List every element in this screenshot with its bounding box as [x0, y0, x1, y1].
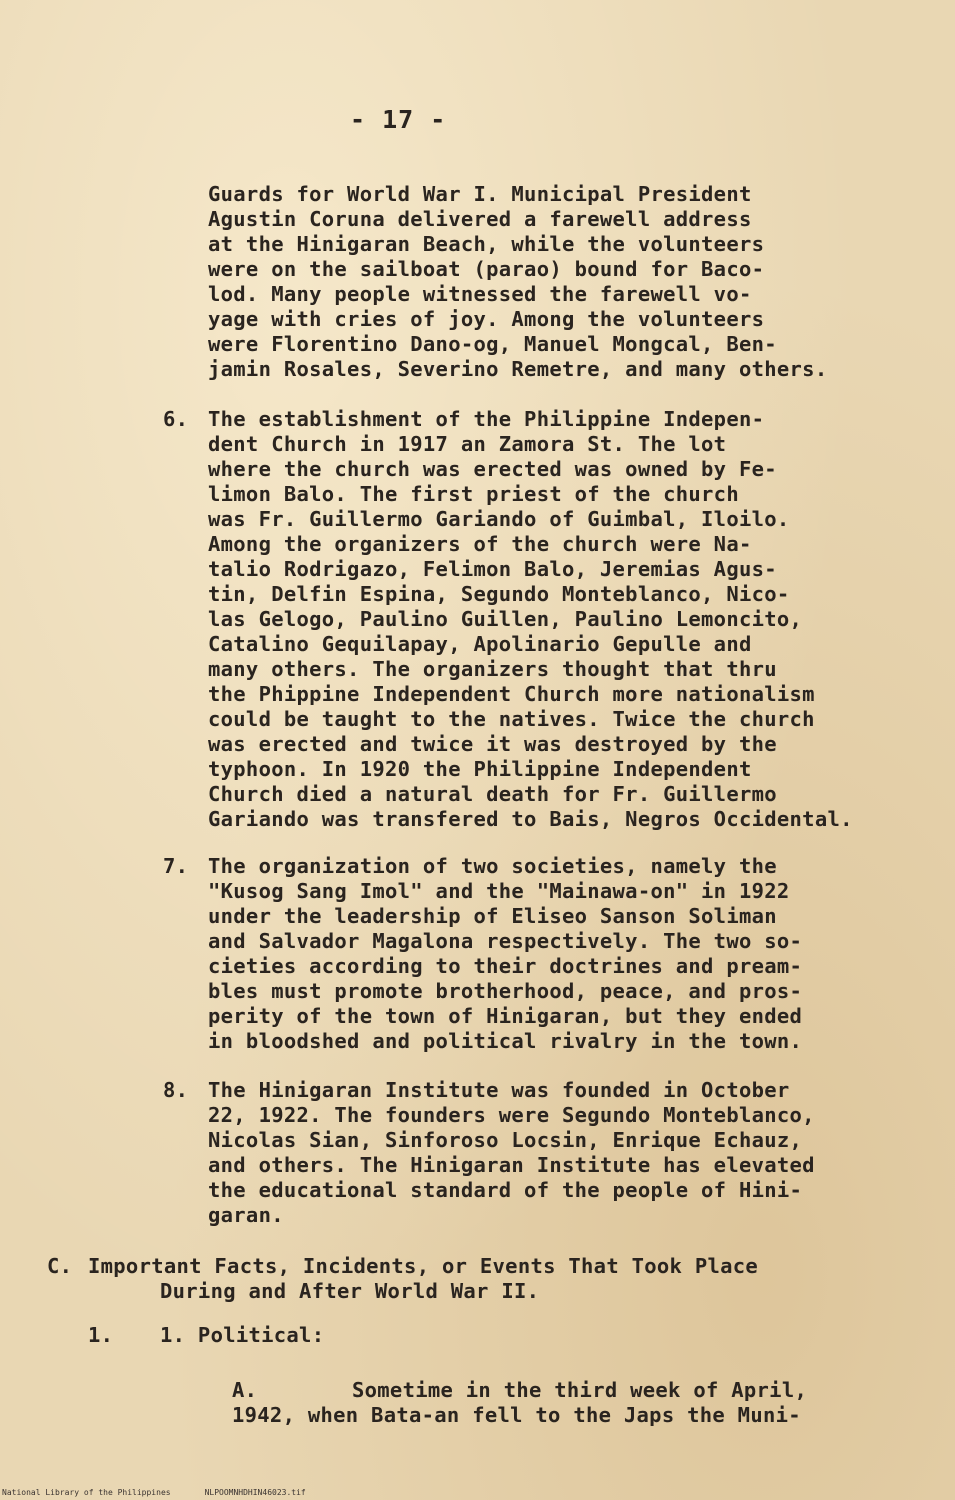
text-line: could be taught to the natives. Twice the church [208, 707, 815, 731]
item-number: 8. [163, 1078, 189, 1102]
subsection-number: 1. [88, 1323, 114, 1347]
text-line: lod. Many people witnessed the farewell vo- [208, 282, 752, 306]
text-line: jamin Rosales, Severino Remetre, and many others. [208, 357, 828, 381]
text-line: talio Rodrigazo, Felimon Balo, Jeremias Agus- [208, 557, 777, 581]
scan-filename: NLPOOMNHDHIN46023.tif [204, 1488, 306, 1497]
text-line: Catalino Gequilapay, Apolinario Gepulle and [208, 632, 752, 656]
text-line: many others. The organizers thought that thru [208, 657, 777, 681]
text-line: 22, 1922. The founders were Segundo Monteblanco, [208, 1103, 815, 1127]
item-number: 7. [163, 854, 189, 878]
text-line: Nicolas Sian, Sinforoso Locsin, Enrique Echauz, [208, 1128, 803, 1152]
item-number: 6. [163, 407, 189, 431]
section-letter: C. [47, 1254, 73, 1278]
text-line: yage with cries of joy. Among the volunteers [208, 307, 765, 331]
text-line: were on the sailboat (parao) bound for Baco- [208, 257, 765, 281]
text-line: "Kusog Sang Imol" and the "Mainawa-on" in 1922 [208, 879, 790, 903]
text-line: Guards for World War I. Municipal President [208, 182, 752, 206]
section-heading-line: During and After World War II. [160, 1279, 540, 1303]
library-credit: National Library of the Philippines [2, 1488, 171, 1497]
text-line: 1942, when Bata-an fell to the Japs the Muni- [232, 1403, 801, 1427]
text-line: where the church was erected was owned by Fe- [208, 457, 777, 481]
text-line: under the leadership of Eliseo Sanson Soliman [208, 904, 777, 928]
text-line: Gariando was transfered to Bais, Negros Occidental. [208, 807, 853, 831]
text-line: cieties according to their doctrines and pream- [208, 954, 803, 978]
text-line: in bloodshed and political rivalry in the town. [208, 1029, 803, 1053]
text-line: garan. [208, 1203, 284, 1227]
text-line: The establishment of the Philippine Indepen- [208, 407, 765, 431]
text-line: The Hinigaran Institute was founded in October [208, 1078, 790, 1102]
scan-footer [2, 1488, 340, 1497]
page-number: - 17 - [350, 105, 447, 134]
text-line: The organization of two societies, namely the [208, 854, 777, 878]
text-line: the educational standard of the people of Hini- [208, 1178, 803, 1202]
text-line: Sometime in the third week of April, [352, 1378, 808, 1402]
text-line: and Salvador Magalona respectively. The two so- [208, 929, 803, 953]
text-line: Church died a natural death for Fr. Guillermo [208, 782, 777, 806]
subsection-label: 1. Political: [160, 1323, 325, 1347]
text-line: the Phippine Independent Church more nationalism [208, 682, 815, 706]
text-line: were Florentino Dano-og, Manuel Mongcal, Ben- [208, 332, 777, 356]
text-line: perity of the town of Hinigaran, but they ended [208, 1004, 803, 1028]
text-line: bles must promote brotherhood, peace, and pros- [208, 979, 803, 1003]
section-heading-line: Important Facts, Incidents, or Events That Took Place [88, 1254, 759, 1278]
text-line: Among the organizers of the church were Na- [208, 532, 752, 556]
text-line: and others. The Hinigaran Institute has elevated [208, 1153, 815, 1177]
text-line: las Gelogo, Paulino Guillen, Paulino Lemoncito, [208, 607, 803, 631]
text-line: at the Hinigaran Beach, while the volunteers [208, 232, 765, 256]
sub-item-letter: A. [232, 1378, 258, 1402]
text-line: dent Church in 1917 an Zamora St. The lot [208, 432, 727, 456]
text-line: tin, Delfin Espina, Segundo Monteblanco, Nico- [208, 582, 790, 606]
text-line: was Fr. Guillermo Gariando of Guimbal, Iloilo. [208, 507, 790, 531]
text-line: was erected and twice it was destroyed by the [208, 732, 777, 756]
text-line: Agustin Coruna delivered a farewell address [208, 207, 752, 231]
text-line: typhoon. In 1920 the Philippine Independent [208, 757, 752, 781]
text-line: limon Balo. The first priest of the church [208, 482, 739, 506]
